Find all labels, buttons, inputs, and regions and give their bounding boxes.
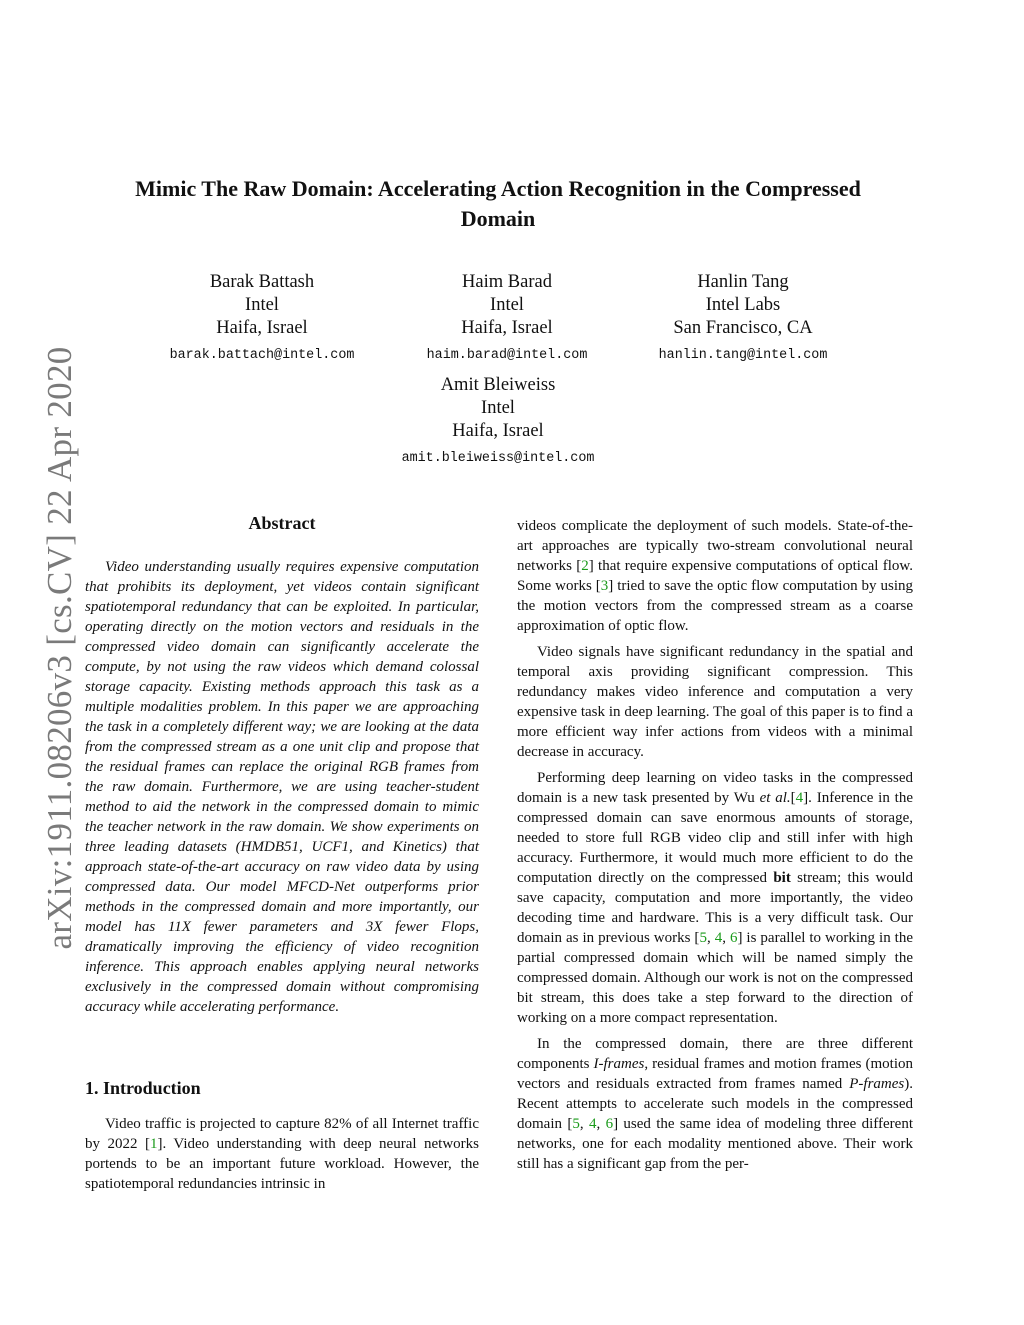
text-run: , <box>706 930 715 946</box>
author-block <box>593 271 893 365</box>
text-run: ]. Inference in the compressed domain can save enormous amounts of storage, needed to store full RGB video clip and still infer with high accuracy. Furthermore, it would much more efficient to do the computation directly on the compressed <box>517 790 913 886</box>
body-paragraph: Video signals have significant redundancy in the spatial and temporal axis providing significant compression. This redundancy makes video inference and computation a very expensive task in deep learning. The goal of this paper is to find a more efficient way infer actions from videos with a minimal decrease in accuracy. <box>517 644 913 760</box>
citation-link[interactable]: 4 <box>588 1116 597 1132</box>
author-affiliation: Intel <box>490 295 524 315</box>
arxiv-identifier: arXiv:1911.08206v3 [cs.CV] 22 Apr 2020 <box>40 346 79 950</box>
text-run: videos complicate the deployment of such models. State-of-the-art approaches are typically two-stream convolutional neural networks [ <box>517 518 913 574</box>
text-run: , <box>722 930 730 946</box>
author-location: San Francisco, CA <box>673 318 813 338</box>
citation-link[interactable]: 3 <box>600 578 609 594</box>
author-name: Haim Barad <box>462 272 552 292</box>
citation-link[interactable]: 5 <box>699 930 707 946</box>
author-location: Haifa, Israel <box>216 318 308 338</box>
author-name: Amit Bleiweiss <box>440 375 556 395</box>
author-location: Haifa, Israel <box>452 421 544 441</box>
text-run: In the compressed domain, there are three different components <box>517 1036 913 1072</box>
author-affiliation: Intel <box>481 398 515 418</box>
paper-title <box>85 174 911 234</box>
author-affiliation: Intel <box>245 295 279 315</box>
author-block <box>348 374 648 468</box>
text-run: , residual frames and motion frames (motion vectors and residuals extracted from frames named <box>517 1056 913 1092</box>
text-run: Video traffic is projected to capture 82% of all Internet traffic by 2022 [ <box>85 1116 479 1152</box>
text-run: I-frames <box>593 1056 645 1072</box>
citation-link[interactable]: 6 <box>605 1116 614 1132</box>
text-run: , <box>596 1116 606 1132</box>
title-line-1: Mimic The Raw Domain: Accelerating Action Recognition in the Compressed <box>135 176 861 201</box>
text-run: stream; this would save capacity, computation and more importantly, the video decoding time and hardware. This is a very difficult task. Our domain as in previous works [ <box>517 870 913 946</box>
author-email[interactable]: amit.bleiweiss@intel.com <box>401 451 595 466</box>
text-run: P-frames <box>849 1076 905 1092</box>
body-paragraph <box>517 516 913 636</box>
abstract-heading: Abstract <box>248 513 316 533</box>
text-run: ] that require expensive computations of optical flow. Some works [ <box>517 558 913 594</box>
author-affiliation: Intel Labs <box>705 295 781 315</box>
text-run: ). Recent attempts to accelerate such models in the compressed domain [ <box>517 1076 913 1132</box>
introduction-paragraph <box>85 1114 479 1194</box>
citation-link[interactable]: 4 <box>795 790 804 806</box>
author-name: Barak Battash <box>209 272 315 292</box>
right-column <box>517 516 913 1180</box>
text-run: ] tried to save the optic flow computation by using the motion vectors from the compressed stream as a coarse approximation of optic flow. <box>517 578 913 634</box>
text-run: bit <box>773 870 791 886</box>
citation-link[interactable]: 4 <box>714 930 723 946</box>
author-email[interactable]: haim.barad@intel.com <box>426 348 588 363</box>
author-name: Hanlin Tang <box>697 272 789 292</box>
citation-link[interactable]: 2 <box>581 558 589 574</box>
author-email[interactable]: hanlin.tang@intel.com <box>658 348 828 363</box>
author-location: Haifa, Israel <box>461 318 553 338</box>
body-paragraph <box>517 1034 913 1174</box>
text-run: ] used the same idea of modeling three different networks, one for each modality mentioned above. Their work still has a significant gap from the per- <box>517 1116 913 1172</box>
author-email[interactable]: barak.battach@intel.com <box>169 348 355 363</box>
citation-link[interactable]: 6 <box>729 930 738 946</box>
text-run: ]. Video understanding with deep neural networks portends to be an important future workload. However, the spatiotemporal redundancies intrinsic in <box>85 1136 479 1192</box>
text-run: Performing deep learning on video tasks in the compressed domain is a new task presented by Wu <box>517 770 913 806</box>
citation-link[interactable]: 1 <box>149 1136 158 1152</box>
abstract-text: Video understanding usually requires expensive computation that prohibits its deployment, yet videos contain significant spatiotemporal redundancy that can be exploited. In particular, operating directly on the motion vectors and residuals in the compressed video domain can significantly accelerate the compute, by not using the raw videos which demand colossal storage capacity. Existing methods approach this task as a multiple modalities problem. In this paper we are approaching the task in a completely different way; we are looking at the data from the compressed stream as a one unit clip and propose that the residual frames can replace the original RGB frames from the raw domain. Furthermore, we are using teacher-student method to aid the network in the compressed domain to mimic the teacher network in the raw domain. We show experiments on three leading datasets (HMDB51, UCF1, and Kinetics) that approach state-of-the-art accuracy on raw video data by using compressed data. Our model MFCD-Net outperforms prior methods in the compressed domain and more importantly, our model has 11X fewer parameters and 3X fewer Flops, dramatically improving the efficiency of video recognition inference. This approach enables applying neural networks exclusively in the compressed domain without compromising accuracy while accelerating performance. <box>85 559 479 1015</box>
text-run: et al. <box>759 790 791 806</box>
introduction-heading: 1. Introduction <box>85 1078 201 1098</box>
text-run: ] is parallel to working in the partial compressed domain which will be named simply the compressed domain. Although our work is not on the compressed bit stream, this does take a step forward to the direction of working on a more compact representation. <box>517 930 914 1026</box>
title-line-2: Domain <box>460 206 536 231</box>
citation-link[interactable]: 5 <box>572 1116 580 1132</box>
text-run: [ <box>790 790 796 806</box>
body-paragraph <box>517 768 913 1028</box>
text-run: , <box>579 1116 589 1132</box>
